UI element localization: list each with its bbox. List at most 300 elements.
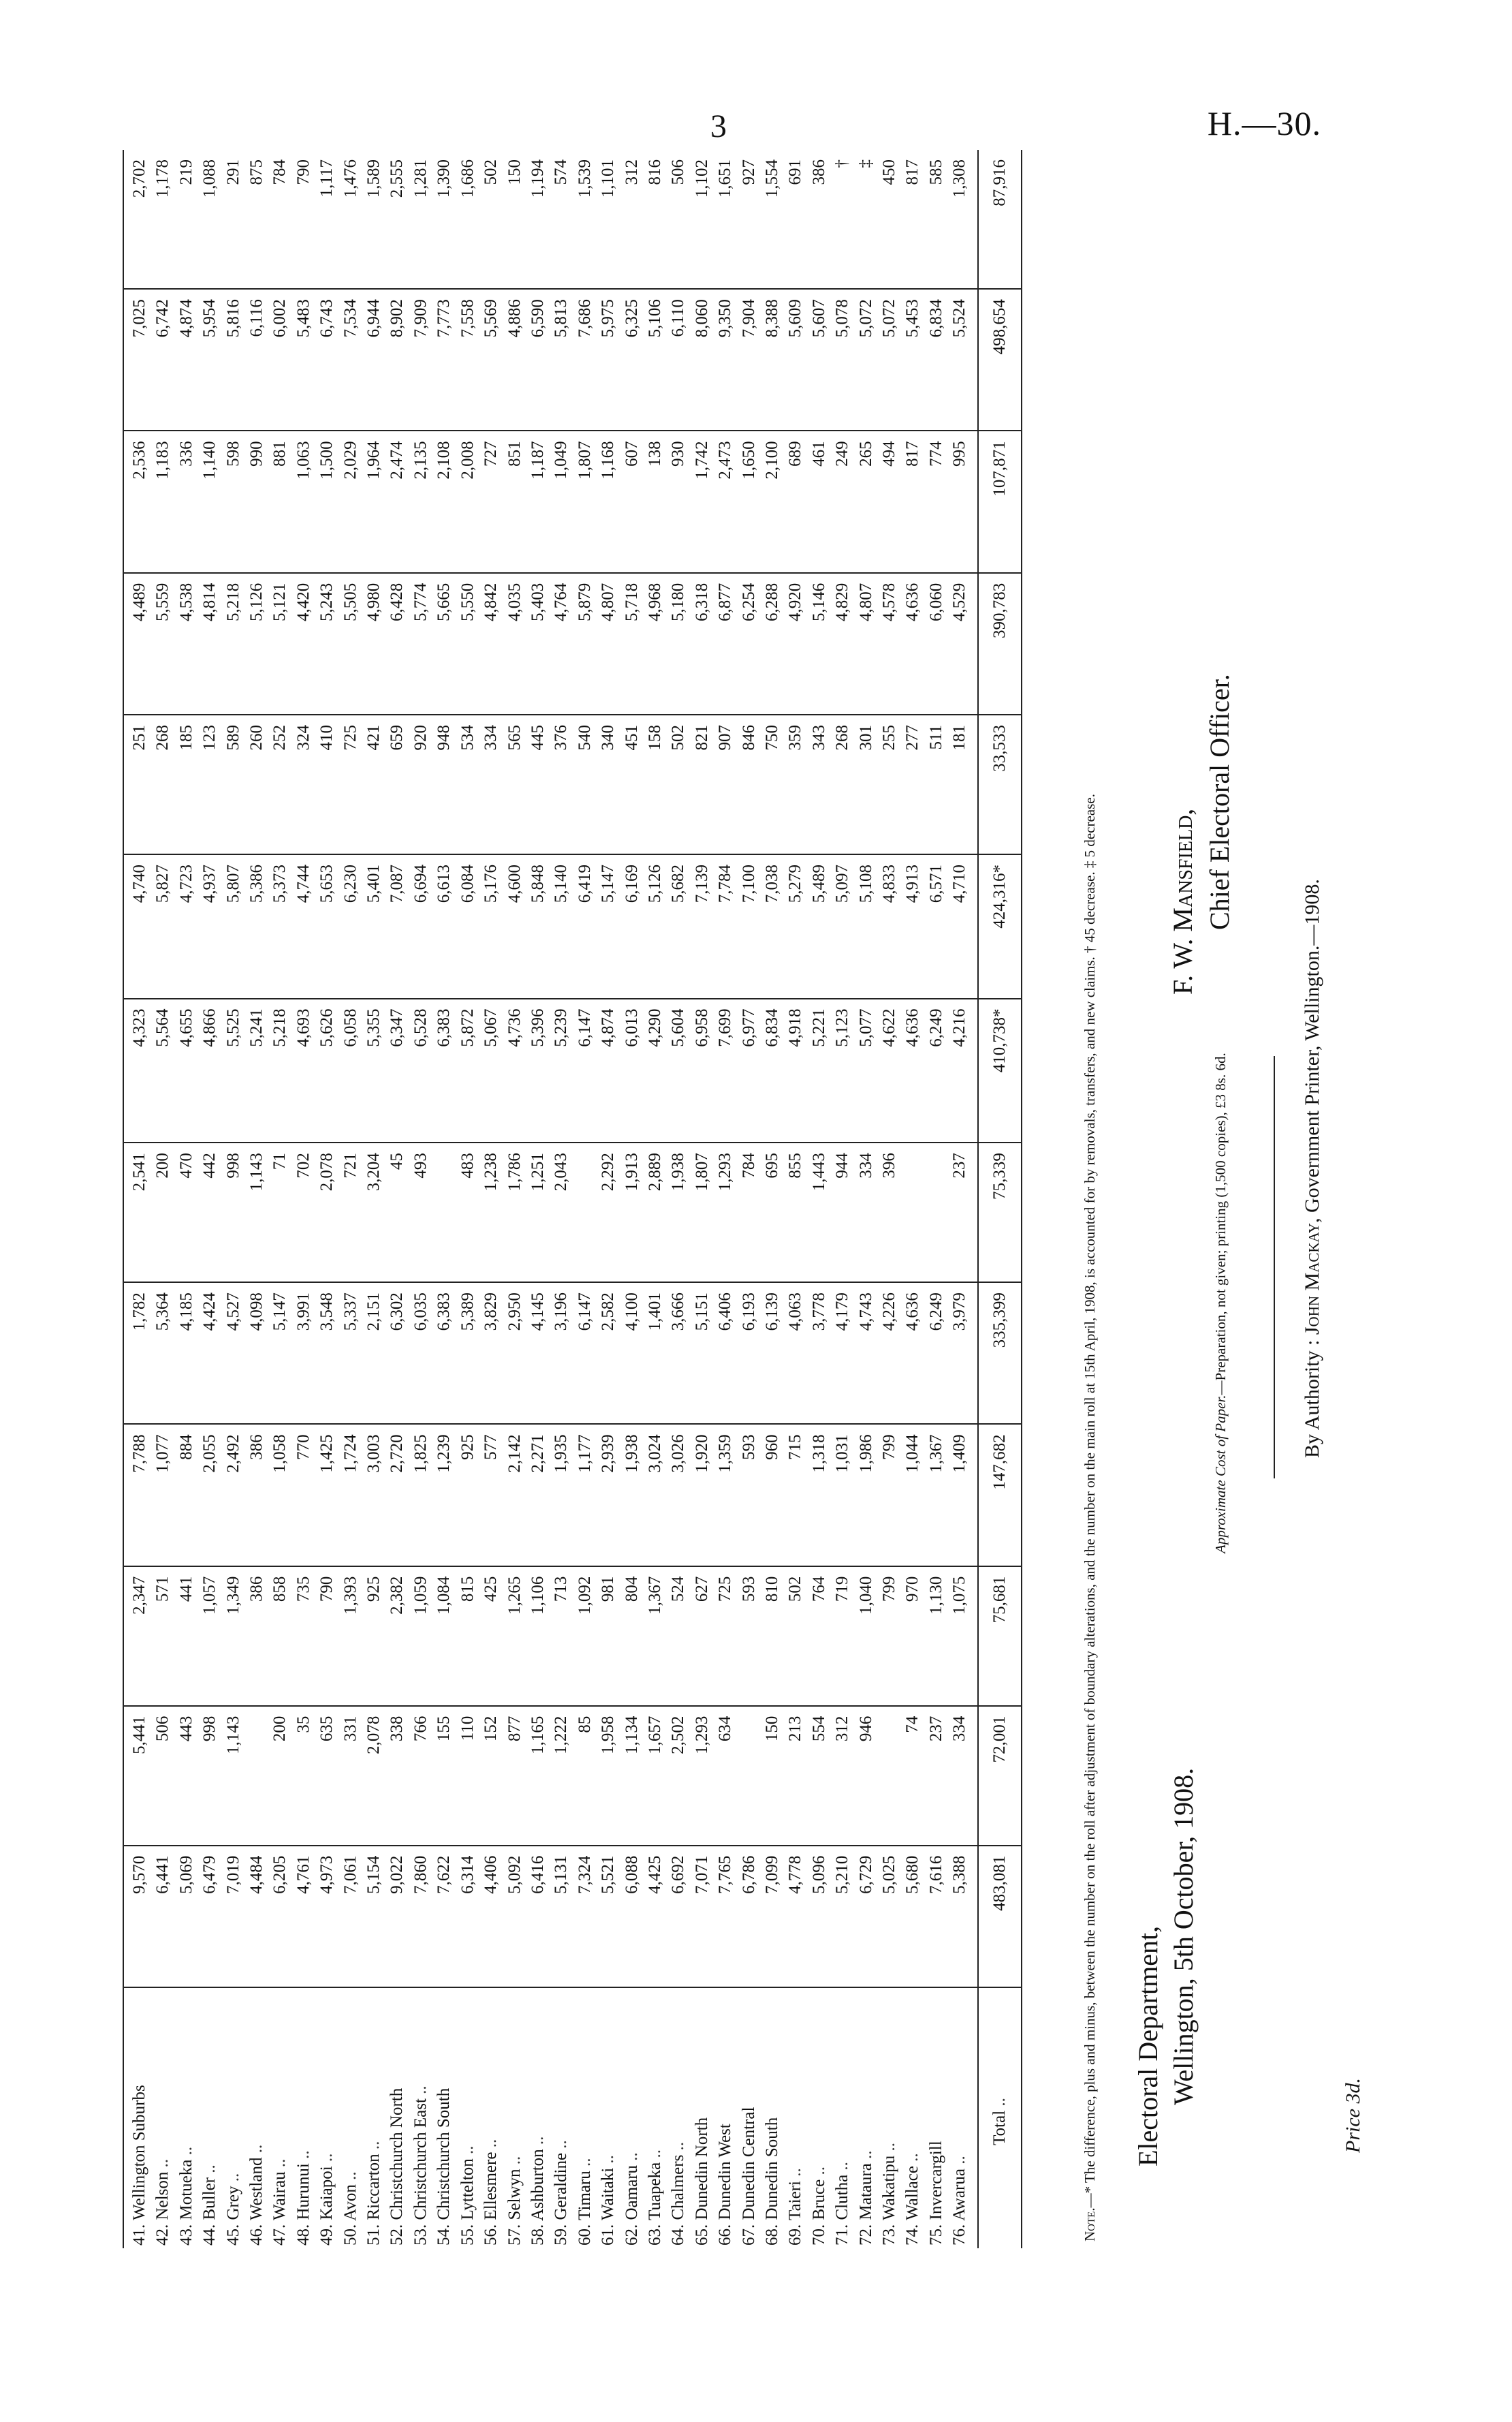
- value-cell: 338: [385, 1706, 409, 1846]
- value-cell: 359: [784, 715, 807, 854]
- value-cell: 565: [503, 715, 526, 854]
- value-cell: 249: [831, 431, 854, 572]
- value-cell: 5,123: [831, 999, 854, 1143]
- value-cell: 5,072: [855, 289, 878, 431]
- value-cell: 219: [175, 150, 198, 289]
- value-cell: 155: [432, 1706, 456, 1846]
- leader-dots: ..: [294, 2150, 313, 2159]
- value-cell: 907: [714, 715, 737, 854]
- table-row: [714, 150, 737, 2248]
- signature-block: [1165, 674, 1238, 995]
- leader-dots: ..: [176, 2146, 195, 2156]
- value-cell: 237: [948, 1143, 977, 1282]
- value-cell: 291: [222, 150, 245, 289]
- value-cell: 5,279: [784, 854, 807, 999]
- value-cell: 2,382: [385, 1566, 409, 1706]
- district-name: 59. Geraldine: [552, 2152, 571, 2246]
- value-cell: 5,218: [222, 573, 245, 715]
- table-row: [831, 150, 854, 2248]
- value-cell: 6,729: [855, 1846, 878, 1987]
- value-cell: 5,524: [948, 289, 977, 431]
- value-cell: 45: [385, 1143, 409, 1282]
- value-cell: 35: [292, 1706, 315, 1846]
- table-row: [761, 150, 784, 2248]
- value-cell: 1,140: [198, 431, 221, 572]
- value-cell: 4,323: [123, 999, 151, 1143]
- value-cell: 1,401: [644, 1282, 667, 1424]
- value-cell: 1,265: [503, 1566, 526, 1706]
- value-cell: 6,088: [620, 1846, 644, 1987]
- value-cell: 7,534: [339, 289, 362, 431]
- value-cell: 5,078: [831, 289, 854, 431]
- value-cell: 4,886: [503, 289, 526, 431]
- district-name: 53. Christchurch East: [411, 2098, 430, 2246]
- value-cell: 4,764: [550, 573, 573, 715]
- value-cell: 5,489: [808, 854, 831, 999]
- value-cell: [432, 1143, 456, 1282]
- value-cell: 185: [175, 715, 198, 854]
- district-name: 60. Timaru: [575, 2171, 594, 2246]
- value-cell: 8,388: [761, 289, 784, 431]
- value-cell: 5,665: [432, 573, 456, 715]
- district-cell: [175, 1987, 198, 2248]
- value-cell: 593: [738, 1424, 761, 1566]
- value-cell: 7,019: [222, 1846, 245, 1987]
- value-cell: 766: [409, 1706, 432, 1846]
- value-cell: 5,816: [222, 289, 245, 431]
- value-cell: 846: [738, 715, 761, 854]
- district-cell: [784, 1987, 807, 2248]
- table-row: [315, 150, 338, 2248]
- table-row: [644, 150, 667, 2248]
- value-cell: 5,106: [644, 289, 667, 431]
- value-cell: 1,367: [925, 1424, 948, 1566]
- district-name: 71. Clutha: [833, 2174, 852, 2246]
- value-cell: 1,075: [948, 1566, 977, 1706]
- value-cell: 6,169: [620, 854, 644, 999]
- value-cell: 1,807: [691, 1143, 714, 1282]
- value-cell: 7,087: [385, 854, 409, 999]
- value-cell: 1,044: [901, 1424, 924, 1566]
- value-cell: 1,650: [738, 431, 761, 572]
- value-cell: 502: [479, 150, 503, 289]
- value-cell: 498,654: [978, 289, 1022, 431]
- leader-dots: ..: [950, 2156, 969, 2164]
- value-cell: 5,609: [784, 289, 807, 431]
- value-cell: 1,657: [644, 1706, 667, 1846]
- note-text: —* The difference, plus and minus, between the number on the roll after adjustment of boundary alterations, and the number on the main roll at 15th April, 1908, is accounted for by removals, transfers, and new claims. † 45 decrease. ‡ 5 decrease.: [1082, 794, 1098, 2208]
- value-cell: 721: [339, 1143, 362, 1282]
- district-name: 41. Wellington Suburbs: [130, 2085, 148, 2246]
- table-row: [878, 150, 901, 2248]
- value-cell: 7,558: [456, 289, 479, 431]
- value-cell: 1,092: [573, 1566, 597, 1706]
- leader-dots: ..: [552, 2140, 571, 2149]
- value-cell: 2,347: [123, 1566, 151, 1706]
- value-cell: 1,920: [691, 1424, 714, 1566]
- value-cell: 4,489: [123, 573, 151, 715]
- value-cell: 1,425: [315, 1424, 338, 1566]
- leader-dots: ..: [341, 2171, 360, 2180]
- value-cell: 6,147: [573, 999, 597, 1143]
- district-cell: [644, 1987, 667, 2248]
- value-cell: 5,154: [362, 1846, 385, 1987]
- district-cell: [268, 1987, 292, 2248]
- value-cell: 7,699: [714, 999, 737, 1143]
- value-cell: 5,813: [550, 289, 573, 431]
- district-cell: [573, 1987, 597, 2248]
- value-cell: 252: [268, 715, 292, 854]
- district-name: 70. Bruce: [809, 2179, 828, 2246]
- value-cell: 1,938: [620, 1424, 644, 1566]
- value-cell: 9,570: [123, 1846, 151, 1987]
- value-cell: 2,078: [362, 1706, 385, 1846]
- district-cell: [738, 1987, 761, 2248]
- value-cell: 2,135: [409, 431, 432, 572]
- value-cell: 1,938: [667, 1143, 690, 1282]
- table-row: [292, 150, 315, 2248]
- value-cell: 71: [268, 1143, 292, 1282]
- value-cell: 5,096: [808, 1846, 831, 1987]
- value-cell: 7,784: [714, 854, 737, 999]
- value-cell: 386: [808, 150, 831, 289]
- value-cell: 715: [784, 1424, 807, 1566]
- signatory-name: F. W. Mansfield,: [1167, 808, 1198, 995]
- value-cell: 784: [268, 150, 292, 289]
- value-cell: 577: [479, 1424, 503, 1566]
- table-row: [385, 150, 409, 2248]
- value-cell: 6,002: [268, 289, 292, 431]
- district-name: 75. Invercargill: [926, 2141, 945, 2246]
- district-cell: [597, 1987, 620, 2248]
- value-cell: 386: [245, 1566, 268, 1706]
- rotated-page-content: [123, 150, 1389, 2248]
- value-cell: 5,872: [456, 999, 479, 1143]
- value-cell: 4,538: [175, 573, 198, 715]
- value-cell: 152: [479, 1706, 503, 1846]
- value-cell: 1,194: [526, 150, 550, 289]
- value-cell: 4,710: [948, 854, 977, 999]
- district-cell: [339, 1987, 362, 2248]
- value-cell: 1,049: [550, 431, 573, 572]
- value-cell: 598: [222, 431, 245, 572]
- value-cell: 927: [738, 150, 761, 289]
- value-cell: 2,473: [714, 431, 737, 572]
- value-cell: [925, 1143, 948, 1282]
- value-cell: 6,571: [925, 854, 948, 999]
- value-cell: 7,071: [691, 1846, 714, 1987]
- value-cell: 4,744: [292, 854, 315, 999]
- value-cell: 948: [432, 715, 456, 854]
- value-cell: 268: [831, 715, 854, 854]
- value-cell: 6,254: [738, 573, 761, 715]
- district-cell: [151, 1987, 174, 2248]
- value-cell: 1,958: [597, 1706, 620, 1846]
- district-name: 68. Dunedin South: [762, 2117, 781, 2246]
- value-cell: 1,476: [339, 150, 362, 289]
- value-cell: 4,424: [198, 1282, 221, 1424]
- value-cell: 4,578: [878, 573, 901, 715]
- value-cell: 6,406: [714, 1282, 737, 1424]
- value-cell: 877: [503, 1706, 526, 1846]
- value-cell: 1,367: [644, 1566, 667, 1706]
- authority-suffix: Government Printer, Wellington.—1908.: [1301, 879, 1323, 1213]
- value-cell: 2,720: [385, 1424, 409, 1566]
- value-cell: 75,339: [978, 1143, 1022, 1282]
- district-cell: [479, 1987, 503, 2248]
- value-cell: 944: [831, 1143, 854, 1282]
- value-cell: 4,874: [175, 289, 198, 431]
- value-cell: 5,126: [245, 573, 268, 715]
- value-cell: 4,740: [123, 854, 151, 999]
- leader-dots: ..: [903, 2153, 922, 2162]
- district-cell: [550, 1987, 573, 2248]
- value-cell: 5,682: [667, 854, 690, 999]
- table-row: [151, 150, 174, 2248]
- value-cell: 1,059: [409, 1566, 432, 1706]
- district-name: 52. Christchurch North: [388, 2087, 407, 2246]
- value-cell: 4,622: [878, 999, 901, 1143]
- value-cell: [878, 1706, 901, 1846]
- value-cell: 5,151: [691, 1282, 714, 1424]
- value-cell: 5,483: [292, 289, 315, 431]
- value-cell: 6,147: [573, 1282, 597, 1424]
- district-cell: [456, 1987, 479, 2248]
- value-cell: 5,126: [644, 854, 667, 999]
- value-cell: 1,935: [550, 1424, 573, 1566]
- value-cell: 4,655: [175, 999, 198, 1143]
- value-cell: 3,979: [948, 1282, 977, 1424]
- value-cell: 87,916: [978, 150, 1022, 289]
- value-cell: 1,134: [620, 1706, 644, 1846]
- district-cell: [761, 1987, 784, 2248]
- value-cell: [573, 1143, 597, 1282]
- value-cell: 589: [222, 715, 245, 854]
- value-cell: 213: [784, 1706, 807, 1846]
- value-cell: 1,183: [151, 431, 174, 572]
- value-cell: 4,636: [901, 573, 924, 715]
- value-cell: 5,975: [597, 289, 620, 431]
- authority-prefix: By Authority :: [1301, 1339, 1323, 1458]
- value-cell: 5,521: [597, 1846, 620, 1987]
- value-cell: 4,600: [503, 854, 526, 999]
- value-cell: 571: [151, 1566, 174, 1706]
- value-cell: 200: [151, 1143, 174, 1282]
- value-cell: 7,100: [738, 854, 761, 999]
- district-name: 51. Riccarton: [364, 2154, 383, 2246]
- value-cell: 6,694: [409, 854, 432, 999]
- value-cell: 251: [123, 715, 151, 854]
- district-cell: [714, 1987, 737, 2248]
- value-cell: 5,147: [268, 1282, 292, 1424]
- value-cell: 990: [245, 431, 268, 572]
- value-cell: 4,736: [503, 999, 526, 1143]
- value-cell: 4,063: [784, 1282, 807, 1424]
- value-cell: 5,140: [550, 854, 573, 999]
- leader-dots: ..: [856, 2150, 875, 2159]
- value-cell: 7,773: [432, 289, 456, 431]
- value-cell: 2,939: [597, 1424, 620, 1566]
- value-cell: 1,088: [198, 150, 221, 289]
- value-cell: 335,399: [978, 1282, 1022, 1424]
- table-row: [667, 150, 690, 2248]
- value-cell: 4,290: [644, 999, 667, 1143]
- value-cell: 7,616: [925, 1846, 948, 1987]
- value-cell: 2,055: [198, 1424, 221, 1566]
- value-cell: 804: [620, 1566, 644, 1706]
- value-cell: 5,355: [362, 999, 385, 1143]
- value-cell: 1,686: [456, 150, 479, 289]
- district-name: 74. Wallace: [903, 2166, 922, 2246]
- value-cell: 4,807: [855, 573, 878, 715]
- price: Price 3d.: [1342, 2078, 1364, 2153]
- value-cell: 4,527: [222, 1282, 245, 1424]
- value-cell: 554: [808, 1706, 831, 1846]
- value-cell: 735: [292, 1566, 315, 1706]
- value-cell: 534: [456, 715, 479, 854]
- district-cell: [667, 1987, 690, 2248]
- value-cell: 2,292: [597, 1143, 620, 1282]
- value-cell: 946: [855, 1706, 878, 1846]
- value-cell: 821: [691, 715, 714, 854]
- value-cell: 5,954: [198, 289, 221, 431]
- value-cell: 925: [362, 1566, 385, 1706]
- value-cell: 5,401: [362, 854, 385, 999]
- value-cell: 390,783: [978, 573, 1022, 715]
- table-row: [123, 150, 151, 2248]
- leader-dots: ..: [786, 2168, 805, 2177]
- value-cell: 3,666: [667, 1282, 690, 1424]
- value-cell: 1,187: [526, 431, 550, 572]
- value-cell: 5,807: [222, 854, 245, 999]
- district-name: 61. Waitaki: [599, 2167, 618, 2246]
- value-cell: 770: [292, 1424, 315, 1566]
- value-cell: 593: [738, 1566, 761, 1706]
- value-cell: 4,920: [784, 573, 807, 715]
- district-cell: [620, 1987, 644, 2248]
- value-cell: [738, 1706, 761, 1846]
- cost-text: —Preparation, not given; printing (1,500 copies), £3 8s. 6d.: [1212, 1053, 1229, 1395]
- value-cell: 268: [151, 715, 174, 854]
- value-cell: 5,092: [503, 1846, 526, 1987]
- value-cell: 7,139: [691, 854, 714, 999]
- value-cell: 5,879: [573, 573, 597, 715]
- value-cell: 200: [268, 1706, 292, 1846]
- value-cell: †: [831, 150, 854, 289]
- value-cell: 2,271: [526, 1424, 550, 1566]
- value-cell: 6,977: [738, 999, 761, 1143]
- value-cell: 324: [292, 715, 315, 854]
- value-cell: 998: [222, 1143, 245, 1282]
- value-cell: 960: [761, 1424, 784, 1566]
- value-cell: 1,084: [432, 1566, 456, 1706]
- value-cell: 7,765: [714, 1846, 737, 1987]
- district-name: 50. Avon: [341, 2184, 360, 2246]
- table-row: [901, 150, 924, 2248]
- value-cell: 1,077: [151, 1424, 174, 1566]
- leader-dots: ..: [458, 2145, 477, 2154]
- leader-dots: ..: [575, 2158, 594, 2167]
- value-cell: 5,176: [479, 854, 503, 999]
- value-cell: 5,550: [456, 573, 479, 715]
- value-cell: 9,022: [385, 1846, 409, 1987]
- value-cell: 6,383: [432, 999, 456, 1143]
- value-cell: 6,590: [526, 289, 550, 431]
- value-cell: 502: [667, 715, 690, 854]
- leader-dots: ..: [528, 2136, 547, 2145]
- value-cell: 4,185: [175, 1282, 198, 1424]
- value-cell: 1,308: [948, 150, 977, 289]
- value-cell: 506: [667, 150, 690, 289]
- value-cell: 72,001: [978, 1706, 1022, 1846]
- value-cell: 110: [456, 1706, 479, 1846]
- value-cell: 2,889: [644, 1143, 667, 1282]
- value-cell: 4,874: [597, 999, 620, 1143]
- value-cell: 2,474: [385, 431, 409, 572]
- value-cell: 5,626: [315, 999, 338, 1143]
- district-name: 54. Christchurch South: [435, 2087, 454, 2246]
- leader-dots: ..: [364, 2141, 383, 2150]
- table-row: [855, 150, 878, 2248]
- value-cell: 6,060: [925, 573, 948, 715]
- electoral-roll-table: [123, 150, 1022, 2248]
- value-cell: 4,100: [620, 1282, 644, 1424]
- value-cell: 5,210: [831, 1846, 854, 1987]
- value-cell: 6,325: [620, 289, 644, 431]
- value-cell: 1,130: [925, 1566, 948, 1706]
- district-name: 55. Lyttelton: [458, 2158, 477, 2246]
- leader-dots: ..: [482, 2139, 501, 2148]
- value-cell: 1,825: [409, 1424, 432, 1566]
- value-cell: 5,718: [620, 573, 644, 715]
- value-cell: 340: [597, 715, 620, 854]
- authority-rule: [1274, 1056, 1275, 1478]
- value-cell: 158: [644, 715, 667, 854]
- value-cell: 5,604: [667, 999, 690, 1143]
- value-cell: 799: [878, 1424, 901, 1566]
- value-cell: 6,419: [573, 854, 597, 999]
- value-cell: 6,479: [198, 1846, 221, 1987]
- value-cell: 1,318: [808, 1424, 831, 1566]
- value-cell: 442: [198, 1143, 221, 1282]
- value-cell: 461: [808, 431, 831, 572]
- value-cell: 858: [268, 1566, 292, 1706]
- district-cell: [526, 1987, 550, 2248]
- value-cell: 799: [878, 1566, 901, 1706]
- value-cell: 424,316*: [978, 854, 1022, 999]
- value-cell: 3,003: [362, 1424, 385, 1566]
- cost-label: Approximate Cost of Paper.: [1212, 1395, 1229, 1553]
- value-cell: 1,539: [573, 150, 597, 289]
- value-cell: 1,168: [597, 431, 620, 572]
- value-cell: 4,842: [479, 573, 503, 715]
- value-cell: 4,425: [644, 1846, 667, 1987]
- value-cell: 6,416: [526, 1846, 550, 1987]
- district-cell: [315, 1987, 338, 2248]
- value-cell: 5,147: [597, 854, 620, 999]
- value-cell: 750: [761, 715, 784, 854]
- value-cell: 4,833: [878, 854, 901, 999]
- district-name: 67. Dunedin Central: [739, 2107, 758, 2246]
- value-cell: 7,099: [761, 1846, 784, 1987]
- district-cell: [432, 1987, 456, 2248]
- value-cell: 5,403: [526, 573, 550, 715]
- value-cell: 181: [948, 715, 977, 854]
- table-row: [738, 150, 761, 2248]
- value-cell: 727: [479, 431, 503, 572]
- table-row: [573, 150, 597, 2248]
- leader-dots: ..: [223, 2173, 242, 2182]
